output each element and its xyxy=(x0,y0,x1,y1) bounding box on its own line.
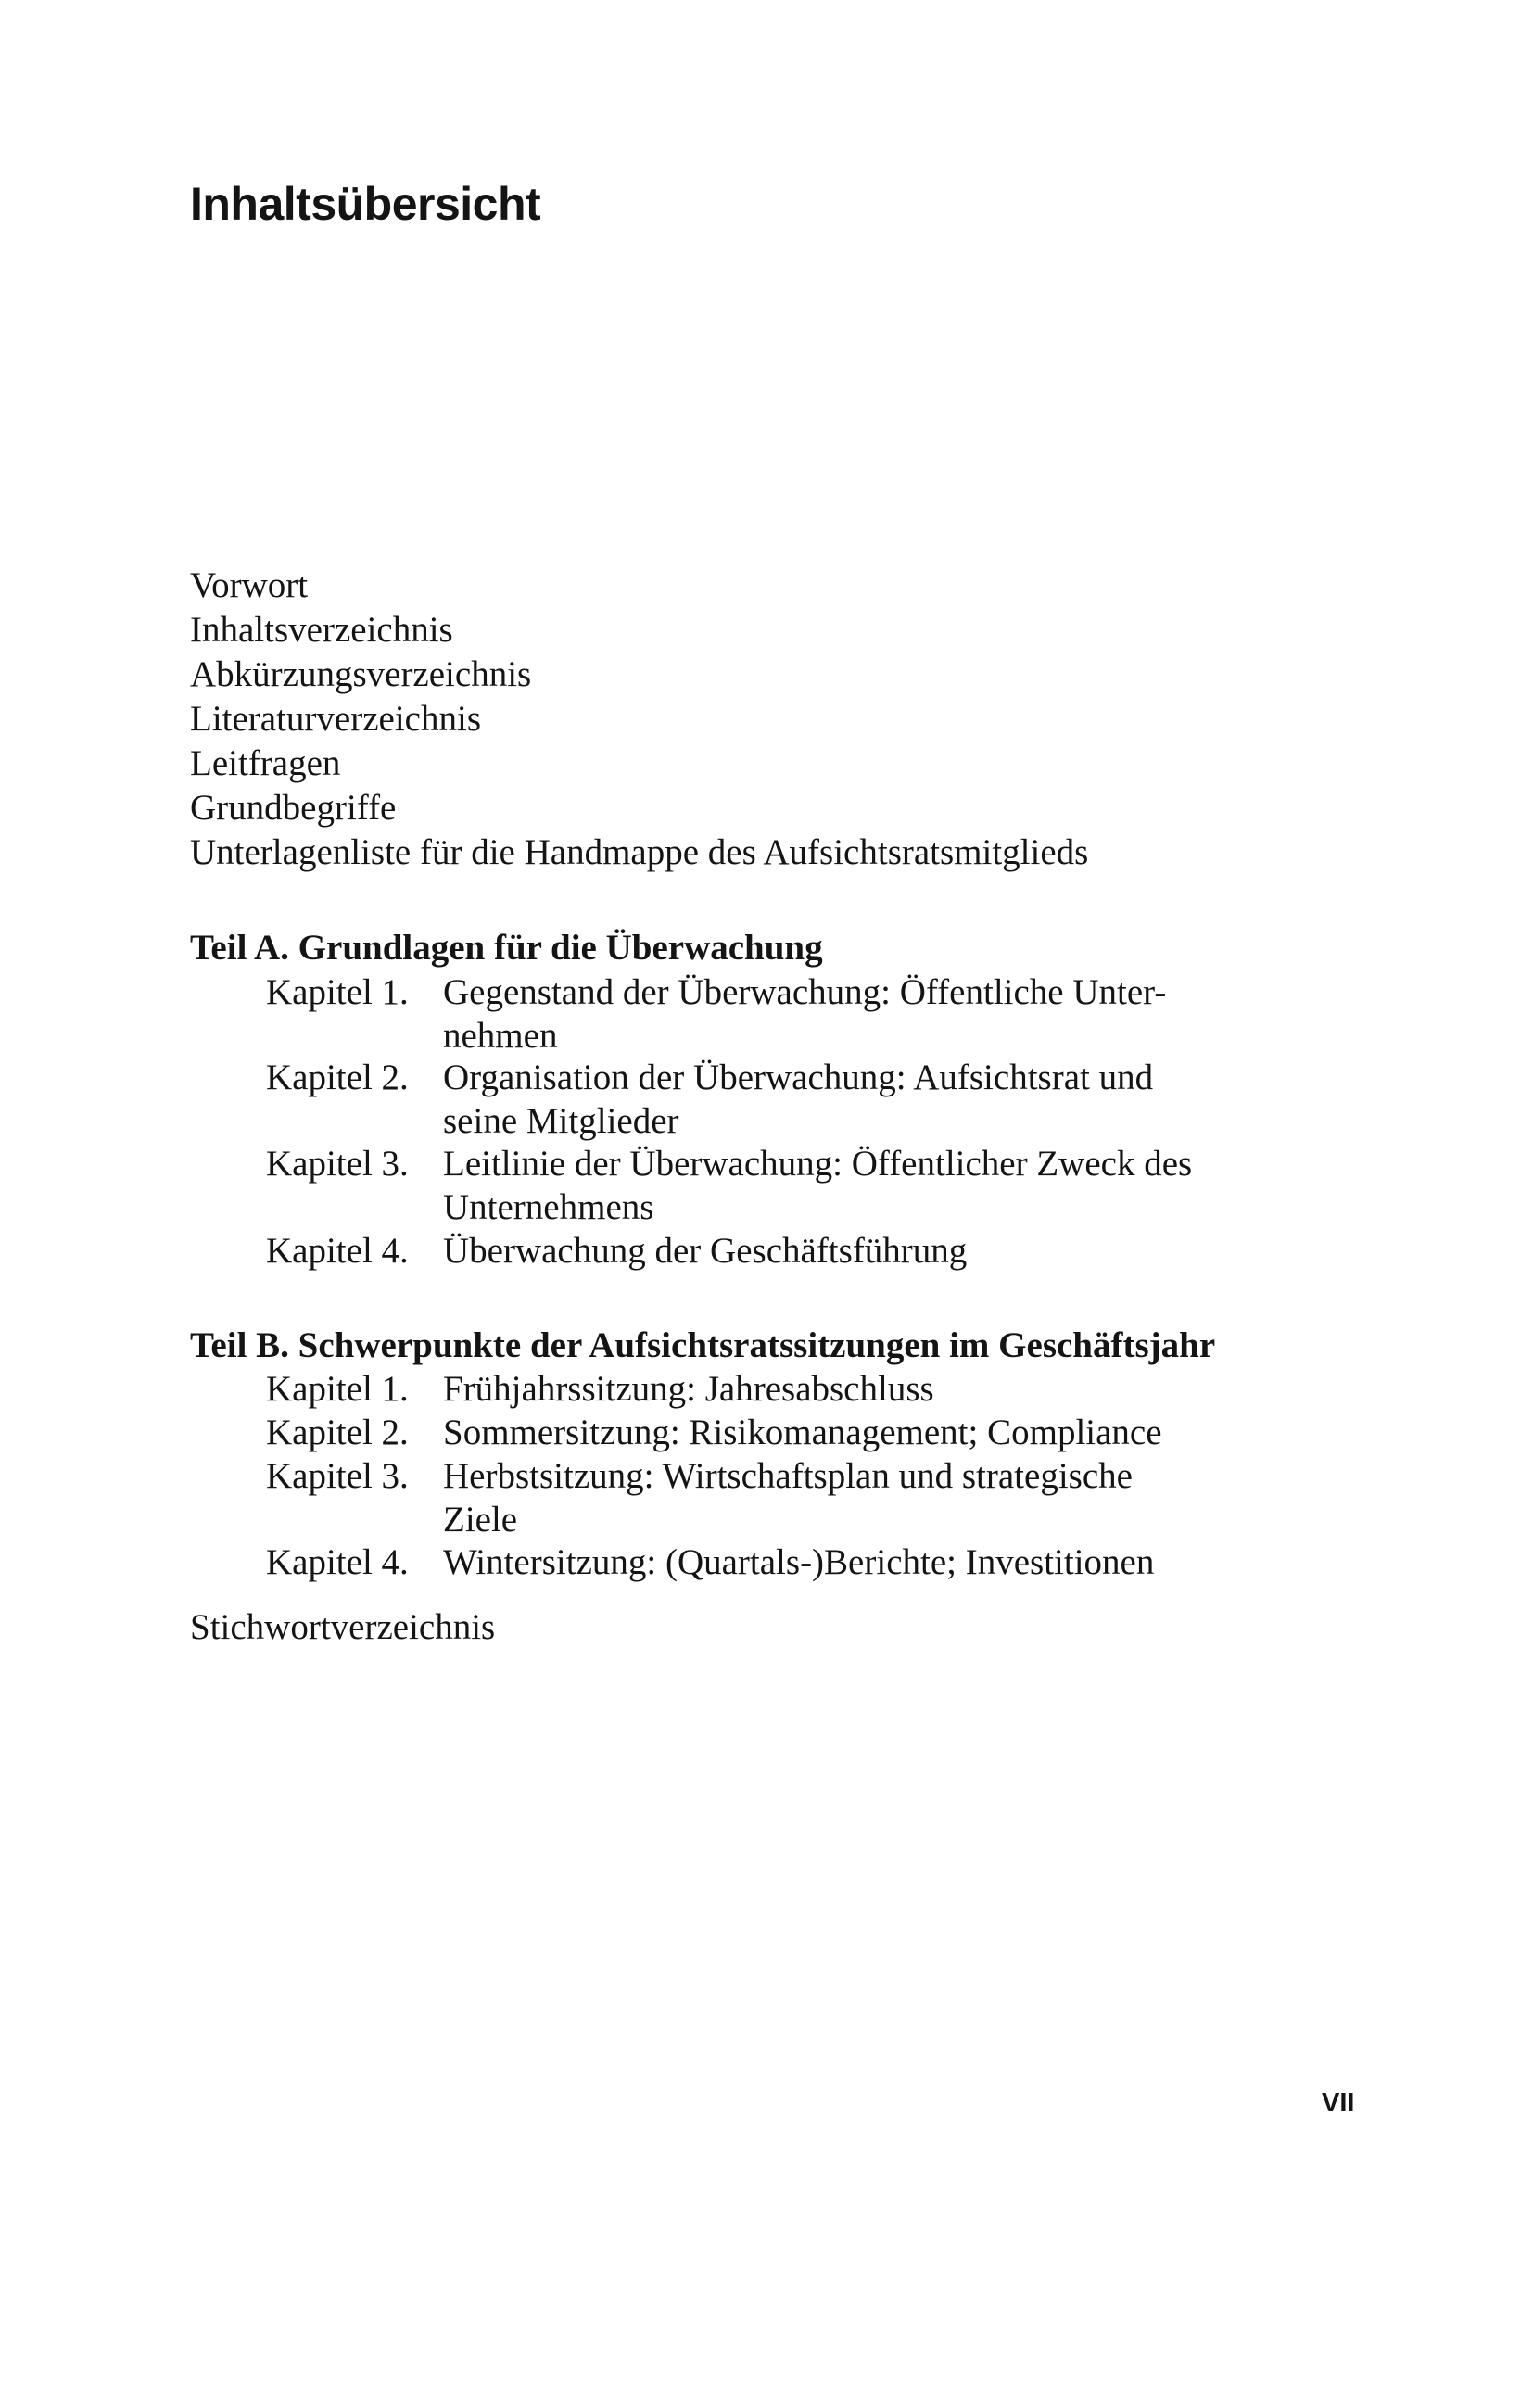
toc-entry-vorwort: Vorwort xyxy=(190,565,309,605)
toc-entry-inhaltsverzeichnis: Inhaltsverzeichnis xyxy=(190,610,453,650)
part-b-chapter-3-title xyxy=(443,1454,1296,1541)
part-a-chapter-4-label: Kapitel 4. xyxy=(266,1231,409,1271)
toc-entry-unterlagenliste: Unterlagenliste für die Handmappe des Aufsichtsratsmitglieds xyxy=(190,832,1089,872)
part-b-chapter-1-title: Frühjahrssitzung: Jahresabschluss xyxy=(443,1369,934,1409)
part-a-chapter-2-label: Kapitel 2. xyxy=(266,1058,409,1097)
part-a-chapter-1-title-line2: nehmen xyxy=(443,1016,558,1056)
part-a-chapter-4-title: Überwachung der Geschäftsführung xyxy=(443,1231,968,1271)
part-b-title: Teil B. Schwerpunkte der Aufsichtsratssitzungen im Geschäftsjahr xyxy=(190,1325,1216,1365)
part-b-chapter-4-label: Kapitel 4. xyxy=(266,1542,409,1582)
part-b-chapter-1-label: Kapitel 1. xyxy=(266,1369,409,1409)
part-a-chapter-2-title-line2: seine Mitglieder xyxy=(443,1101,679,1141)
part-a-chapter-1-title-line1: Gegenstand der Überwachung: Öffentliche Unter- xyxy=(443,972,1167,1012)
toc-entry-stichwortverzeichnis: Stichwortverzeichnis xyxy=(190,1607,496,1647)
page-title: Inhaltsübersicht xyxy=(190,178,541,230)
toc-entry-leitfragen: Leitfragen xyxy=(190,743,341,783)
part-b-chapter-3-title-line1: Herbstsitzung: Wirtschaftsplan und strategische xyxy=(443,1456,1133,1496)
part-b-chapter-3-label: Kapitel 3. xyxy=(266,1456,409,1496)
part-b-chapter-4-title: Wintersitzung: (Quartals-)Berichte; Investitionen xyxy=(443,1542,1155,1582)
part-b-chapter-2-title: Sommersitzung: Risikomanagement; Compliance xyxy=(443,1413,1162,1452)
toc-entry-grundbegriffe: Grundbegriffe xyxy=(190,788,397,828)
part-b-chapter-3-title-line2: Ziele xyxy=(443,1500,518,1540)
part-a-chapter-2-title xyxy=(443,1056,1296,1143)
toc-entry-abkuerzungsverzeichnis: Abkürzungsverzeichnis xyxy=(190,654,532,694)
toc-entry-literaturverzeichnis: Literaturverzeichnis xyxy=(190,699,481,739)
part-a-chapter-1-title xyxy=(443,970,1296,1058)
part-a-title: Teil A. Grundlagen für die Überwachung xyxy=(190,928,823,968)
page-number: VII xyxy=(1322,2088,1355,2118)
part-a-chapter-2-title-line1: Organisation der Überwachung: Aufsichtsrat und xyxy=(443,1058,1154,1097)
part-a-chapter-3-title-line1: Leitlinie der Überwachung: Öffentlicher Zweck des xyxy=(443,1144,1193,1184)
part-a-chapter-3-title-line2: Unternehmens xyxy=(443,1187,654,1227)
part-a-chapter-3-title xyxy=(443,1142,1296,1229)
part-a-chapter-3-label: Kapitel 3. xyxy=(266,1144,409,1184)
part-b-chapter-2-label: Kapitel 2. xyxy=(266,1413,409,1452)
part-a-chapter-1-label: Kapitel 1. xyxy=(266,972,409,1012)
